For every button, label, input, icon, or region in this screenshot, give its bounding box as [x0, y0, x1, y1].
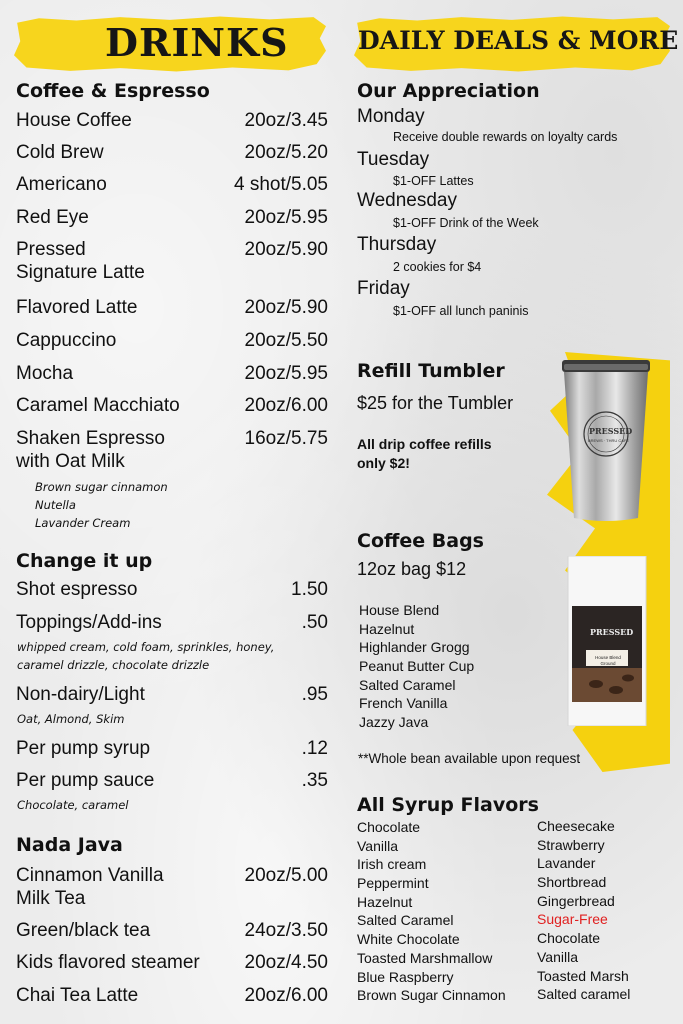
coffee-item-name: Pressed Signature Latte	[16, 239, 145, 283]
deal-friday: $1-OFF all lunch paninis	[393, 304, 529, 318]
day-tuesday: Tuesday	[357, 149, 430, 170]
syrup-flavor: Irish cream	[357, 856, 427, 873]
coffee-item-name: Caramel Macchiato	[16, 395, 180, 416]
deal-monday: Receive double rewards on loyalty cards	[393, 130, 618, 144]
coffee-section-title: Coffee & Espresso	[16, 80, 210, 102]
coffee-item-name: House Coffee	[16, 110, 132, 131]
syrup-flavor: Brown Sugar Cinnamon	[357, 987, 506, 1004]
coffee-item-price: 4 shot/5.05	[233, 174, 328, 195]
day-monday: Monday	[357, 106, 425, 127]
toppings-note: caramel drizzle, chocolate drizzle	[17, 658, 210, 672]
coffee-item-name: Flavored Latte	[16, 297, 138, 318]
syrup-flavor: Blue Raspberry	[357, 968, 454, 985]
coffee-item-name: Americano	[16, 174, 107, 195]
change-item-price: .95	[301, 684, 328, 705]
sugar-free-flavor: Vanilla	[537, 948, 578, 965]
change-item-name: Toppings/Add-ins	[16, 612, 162, 633]
syrup-flavor: Toasted Marshmallow	[357, 949, 493, 966]
change-item-price: 1.50	[291, 579, 328, 600]
appreciation-title: Our Appreciation	[357, 80, 540, 102]
nada-item-name: Chai Tea Latte	[16, 985, 139, 1006]
syrup-flavor: Chocolate	[357, 819, 421, 835]
bag-label: House Blend Ground	[595, 655, 621, 666]
coffee-item-name: Shaken Espresso with Oat Milk	[16, 428, 165, 472]
coffee-item-price: 20oz/3.45	[244, 110, 328, 131]
bag-flavor: Hazelnut	[359, 620, 415, 637]
coffee-item-price: 20oz/5.95	[244, 207, 328, 228]
change-item-price: .12	[301, 738, 328, 759]
sugar-free-flavor: Toasted Marsh	[537, 967, 629, 984]
syrup-flavor: Vanilla	[357, 837, 398, 854]
nada-item-name: Cinnamon Vanilla Milk Tea	[16, 865, 164, 909]
bag-flavor: Highlander Grogg	[359, 639, 470, 656]
sugar-free-flavor: Chocolate	[537, 930, 601, 947]
deals-header: DAILY DEALS & MORE	[358, 26, 679, 55]
day-friday: Friday	[357, 278, 410, 299]
bags-price: 12oz bag $12	[357, 559, 467, 579]
syrup-flavor: White Chocolate	[357, 931, 460, 948]
syrups-title: All Syrup Flavors	[357, 794, 539, 816]
syrup-flavor: Peppermint	[357, 875, 429, 892]
bag-flavor: Peanut Butter Cup	[359, 658, 475, 675]
coffee-item-price: 16oz/5.75	[244, 428, 328, 449]
coffee-item-price: 20oz/5.50	[244, 330, 328, 351]
coffee-item-name: Red Eye	[16, 207, 89, 228]
syrup-flavor: Salted Caramel	[357, 912, 454, 929]
coffee-bag-image	[566, 556, 648, 726]
sauce-note: Chocolate, caramel	[17, 798, 129, 812]
change-item-price: .50	[301, 612, 328, 633]
syrup-flavor: Cheesecake	[537, 818, 615, 834]
nada-item-price: 20oz/6.00	[244, 985, 328, 1006]
change-item-price: .35	[301, 770, 328, 791]
coffee-item-price: 20oz/6.00	[244, 395, 328, 416]
syrup-col-1	[357, 818, 506, 1005]
nada-item-price: 20oz/5.00	[244, 865, 328, 886]
change-item-name: Non-dairy/Light	[16, 684, 145, 705]
shaken-option: Lavander Cream	[35, 516, 131, 530]
change-item-name: Per pump sauce	[16, 770, 155, 791]
nada-section-title: Nada Java	[16, 834, 123, 856]
sugar-free-label: Sugar-Free	[537, 911, 608, 928]
coffee-item-name: Cappuccino	[16, 330, 117, 351]
change-item-name: Shot espresso	[16, 579, 138, 600]
shaken-option: Nutella	[35, 498, 76, 512]
deal-wednesday: $1-OFF Drink of the Week	[393, 216, 539, 230]
bag-flavor: French Vanilla	[359, 695, 448, 712]
nada-item-name: Green/black tea	[16, 920, 151, 941]
bags-flavor-list	[359, 601, 474, 732]
coffee-item-price: 20oz/5.95	[244, 363, 328, 384]
coffee-item-name: Cold Brew	[16, 142, 104, 163]
nada-item-price: 24oz/3.50	[244, 920, 328, 941]
syrup-flavor: Gingerbread	[537, 892, 615, 909]
bags-title: Coffee Bags	[357, 530, 484, 552]
nondairy-note: Oat, Almond, Skim	[17, 712, 125, 726]
deal-thursday: 2 cookies for $4	[393, 260, 482, 274]
bags-note: **Whole bean available upon request	[358, 751, 581, 766]
syrup-flavor: Hazelnut	[357, 893, 413, 910]
coffee-item-name: Mocha	[16, 363, 74, 384]
syrup-col-2	[537, 817, 630, 1004]
day-wednesday: Wednesday	[357, 190, 457, 211]
coffee-item-price: 20oz/5.90	[244, 239, 328, 260]
bag-flavor: House Blend	[359, 602, 440, 618]
syrup-flavor: Strawberry	[537, 836, 605, 853]
syrup-flavor: Lavander	[537, 855, 596, 872]
change-section-title: Change it up	[16, 550, 153, 572]
tumbler-note: only $2!	[357, 455, 410, 471]
bag-logo: PRESSED	[590, 627, 634, 637]
tumbler-logo-sub: BREWS · THRU CAFE	[588, 438, 630, 443]
toppings-note: whipped cream, cold foam, sprinkles, honey,	[17, 640, 275, 654]
tumbler-logo: PRESSED	[589, 426, 633, 436]
tumbler-title: Refill Tumbler	[357, 360, 505, 382]
sugar-free-flavor: Salted caramel	[537, 986, 631, 1003]
tumbler-price: $25 for the Tumbler	[357, 393, 514, 413]
drinks-header: DRINKS	[105, 20, 289, 65]
bag-flavor: Jazzy Java	[359, 714, 429, 731]
deal-tuesday: $1-OFF Lattes	[393, 174, 474, 188]
nada-item-price: 20oz/4.50	[244, 952, 328, 973]
nada-item-name: Kids flavored steamer	[16, 952, 200, 973]
shaken-option: Brown sugar cinnamon	[35, 480, 168, 494]
tumbler-note: All drip coffee refills	[357, 436, 492, 452]
day-thursday: Thursday	[357, 234, 437, 255]
coffee-item-price: 20oz/5.90	[244, 297, 328, 318]
coffee-item-price: 20oz/5.20	[244, 142, 328, 163]
change-item-name: Per pump syrup	[16, 738, 151, 759]
bag-flavor: Salted Caramel	[359, 676, 456, 693]
syrup-flavor: Shortbread	[537, 874, 607, 891]
